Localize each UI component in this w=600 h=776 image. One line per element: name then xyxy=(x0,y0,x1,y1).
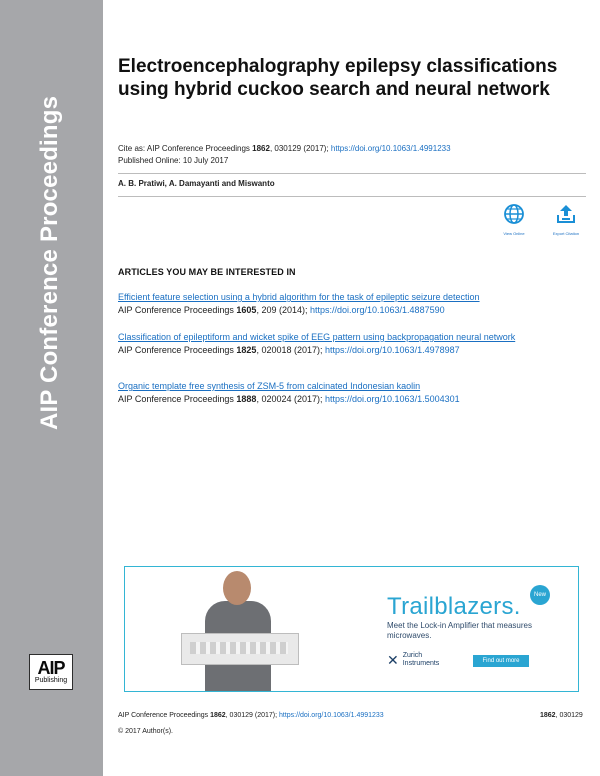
citation-volume: 1605 xyxy=(236,305,257,315)
zurich-x-icon: ✕ xyxy=(387,652,399,668)
related-article-title[interactable]: Efficient feature selection using a hybrid algorithm for the task of epileptic seizure detection xyxy=(118,292,480,302)
related-article-citation xyxy=(118,345,588,356)
ad-tagline: Meet the Lock-in Amplifier that measures microwaves. xyxy=(387,621,532,640)
ad-person-head xyxy=(223,571,251,605)
citation-rest: , 209 (2014); xyxy=(256,305,310,315)
advertisement-banner[interactable] xyxy=(124,566,579,692)
cite-volume: 1862 xyxy=(252,144,270,153)
brand-line-1: Zurich xyxy=(402,652,423,659)
globe-icon xyxy=(503,203,525,225)
logo-mark: AIP xyxy=(37,657,65,678)
footer-citation xyxy=(118,712,384,719)
related-article-doi-link[interactable]: https://doi.org/10.1063/1.4887590 xyxy=(309,305,445,315)
cite-line xyxy=(118,144,451,153)
footer-page-volume: 1862 xyxy=(540,712,556,719)
related-article-title[interactable]: Classification of epileptiform and wicket spike of EEG pattern using backpropagation neural network xyxy=(118,332,516,342)
citation-rest: , 020018 (2017); xyxy=(256,345,325,355)
related-article xyxy=(118,381,588,405)
footer-rest: , 030129 (2017); xyxy=(225,712,279,719)
aip-publishing-logo[interactable] xyxy=(29,654,73,690)
footer-page-id xyxy=(540,712,583,719)
published-date: Published Online: 10 July 2017 xyxy=(118,156,229,165)
divider xyxy=(118,196,586,197)
doi-link[interactable]: https://doi.org/10.1063/1.4991233 xyxy=(330,144,451,153)
zurich-instruments-logo xyxy=(387,652,439,668)
export-citation-label: Export Citation xyxy=(552,231,580,236)
ad-new-badge: New xyxy=(530,585,550,605)
find-out-more-button[interactable]: Find out more xyxy=(473,655,529,667)
logo-subtext: Publishing xyxy=(34,676,68,684)
citation-journal: AIP Conference Proceedings xyxy=(118,305,237,315)
divider xyxy=(118,173,586,174)
related-article-title[interactable]: Organic template free synthesis of ZSM-5 from calcinated Indonesian kaolin xyxy=(118,381,421,391)
ad-headline: Trailblazers. xyxy=(387,593,521,620)
cite-prefix: Cite as: AIP Conference Proceedings xyxy=(118,144,253,153)
journal-sidebar xyxy=(0,0,103,776)
paper-title: Electroencephalography epilepsy classifications using hybrid cuckoo search and neural network xyxy=(118,56,558,100)
related-articles-heading: ARTICLES YOU MAY BE INTERESTED IN xyxy=(118,267,296,277)
related-article-citation xyxy=(118,394,588,405)
related-article-citation xyxy=(118,305,588,316)
footer-copyright: © 2017 Author(s). xyxy=(118,728,173,735)
ad-instrument-image xyxy=(181,633,299,665)
related-article-doi-link[interactable]: https://doi.org/10.1063/1.5004301 xyxy=(325,394,460,404)
footer-doi-link[interactable]: https://doi.org/10.1063/1.4991233 xyxy=(279,712,384,719)
footer-page-article: , 030129 xyxy=(555,712,583,719)
citation-journal: AIP Conference Proceedings xyxy=(118,345,237,355)
related-article-doi-link[interactable]: https://doi.org/10.1063/1.4978987 xyxy=(325,345,460,355)
related-article xyxy=(118,292,588,316)
citation-volume: 1888 xyxy=(236,394,257,404)
footer-journal: AIP Conference Proceedings xyxy=(118,712,211,719)
citation-rest: , 020024 (2017); xyxy=(256,394,325,404)
citation-volume: 1825 xyxy=(236,345,257,355)
export-citation-button[interactable] xyxy=(546,203,586,236)
zurich-brand xyxy=(403,652,440,668)
view-online-label: View Online xyxy=(503,231,525,236)
citation-journal: AIP Conference Proceedings xyxy=(118,394,237,404)
related-article xyxy=(118,332,588,356)
cite-rest: , 030129 (2017); xyxy=(269,144,331,153)
view-online-button[interactable] xyxy=(494,203,534,236)
export-icon xyxy=(555,203,577,225)
brand-line-2: Instruments xyxy=(402,660,440,667)
authors: A. B. Pratiwi, A. Damayanti and Miswanto xyxy=(118,179,275,188)
journal-name: AIP Conference Proceedings xyxy=(36,95,63,430)
footer-volume: 1862 xyxy=(210,712,226,719)
